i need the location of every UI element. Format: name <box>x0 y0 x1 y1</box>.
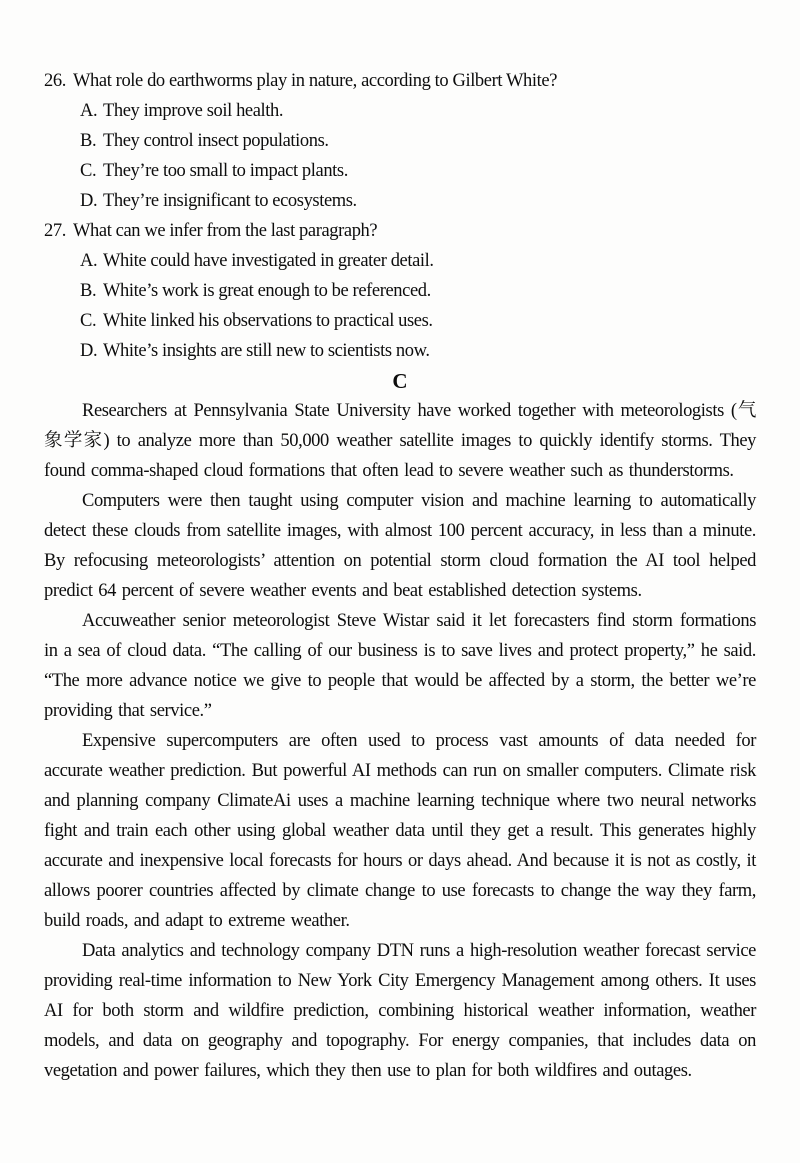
option-row <box>80 336 756 366</box>
passage-paragraph-3: Accuweather senior meteorologist Steve Wistar said it let forecasters find storm formations in a sea of cloud data. “The calling of our business is to save lives and protect property,” he said. “The more advance notice we give to people that would be affected by a storm, the better we’re providing that service.” <box>44 611 756 721</box>
option-row <box>80 276 756 306</box>
option-text: White’s work is great enough to be referenced. <box>103 281 431 301</box>
option-label: B. <box>80 281 97 301</box>
option-text: They improve soil health. <box>103 101 284 121</box>
option-label: D. <box>80 191 98 211</box>
option-text: White could have investigated in greater detail. <box>103 251 434 271</box>
option-text: They’re insignificant to ecosystems. <box>103 191 357 211</box>
option-row <box>80 156 756 186</box>
options-list <box>44 96 756 216</box>
option-label: C. <box>80 161 97 181</box>
passage-paragraph-5: Data analytics and technology company DTN runs a high-resolution weather forecast service providing real-time information to New York City Emergency Management among others. It uses AI for both storm and wildfire prediction, combining historical weather information, weather models, and data on geography and topography. For energy companies, that includes data on vegetation and power failures, which they then use to plan for both wildfires and outages. <box>44 941 756 1081</box>
question-block-26 <box>44 66 756 216</box>
question-text: What can we infer from the last paragraph? <box>73 221 378 241</box>
option-text: White’s insights are still new to scientists now. <box>103 341 430 361</box>
option-row <box>80 246 756 276</box>
question-number: 26. <box>44 71 66 91</box>
option-text: They control insect populations. <box>103 131 329 151</box>
option-text: They’re too small to impact plants. <box>103 161 348 181</box>
option-label: A. <box>80 251 98 271</box>
question-number: 27. <box>44 221 66 241</box>
option-row <box>80 306 756 336</box>
section-heading: C <box>392 369 408 393</box>
passage-paragraph-1: Researchers at Pennsylvania State University have worked together with meteorologists (气象学家) to analyze more than 50,000 weather satellite images to quickly identify storms. They found comma-shaped cloud formations that often lead to severe weather such as thunderstorms. <box>44 401 756 481</box>
option-label: D. <box>80 341 98 361</box>
option-row <box>80 96 756 126</box>
option-text: White linked his observations to practical uses. <box>103 311 433 331</box>
question-line <box>44 216 756 246</box>
passage-paragraph-4: Expensive supercomputers are often used to process vast amounts of data needed for accurate weather prediction. But powerful AI methods can run on smaller computers. Climate risk and planning company ClimateAi uses a machine learning technique where two neural networks fight and train each other using global weather data until they get a result. This generates highly accurate and inexpensive local forecasts for hours or days ahead. And because it is not as costly, it allows poorer countries affected by climate change to use forecasts to change the way they farm, build roads, and adapt to extreme weather. <box>44 731 756 931</box>
question-line <box>44 66 756 96</box>
option-label: C. <box>80 311 97 331</box>
option-label: A. <box>80 101 98 121</box>
option-row <box>80 126 756 156</box>
question-text: What role do earthworms play in nature, according to Gilbert White? <box>73 71 558 91</box>
passage-paragraph-2: Computers were then taught using computer vision and machine learning to automatically detect these clouds from satellite images, with almost 100 percent accuracy, in less than a minute. By refocusing meteorologists’ attention on potential storm cloud formation the AI tool helped predict 64 percent of severe weather events and beat established detection systems. <box>44 491 756 601</box>
question-block-27 <box>44 216 756 366</box>
option-row <box>80 186 756 216</box>
options-list <box>44 246 756 366</box>
option-label: B. <box>80 131 97 151</box>
